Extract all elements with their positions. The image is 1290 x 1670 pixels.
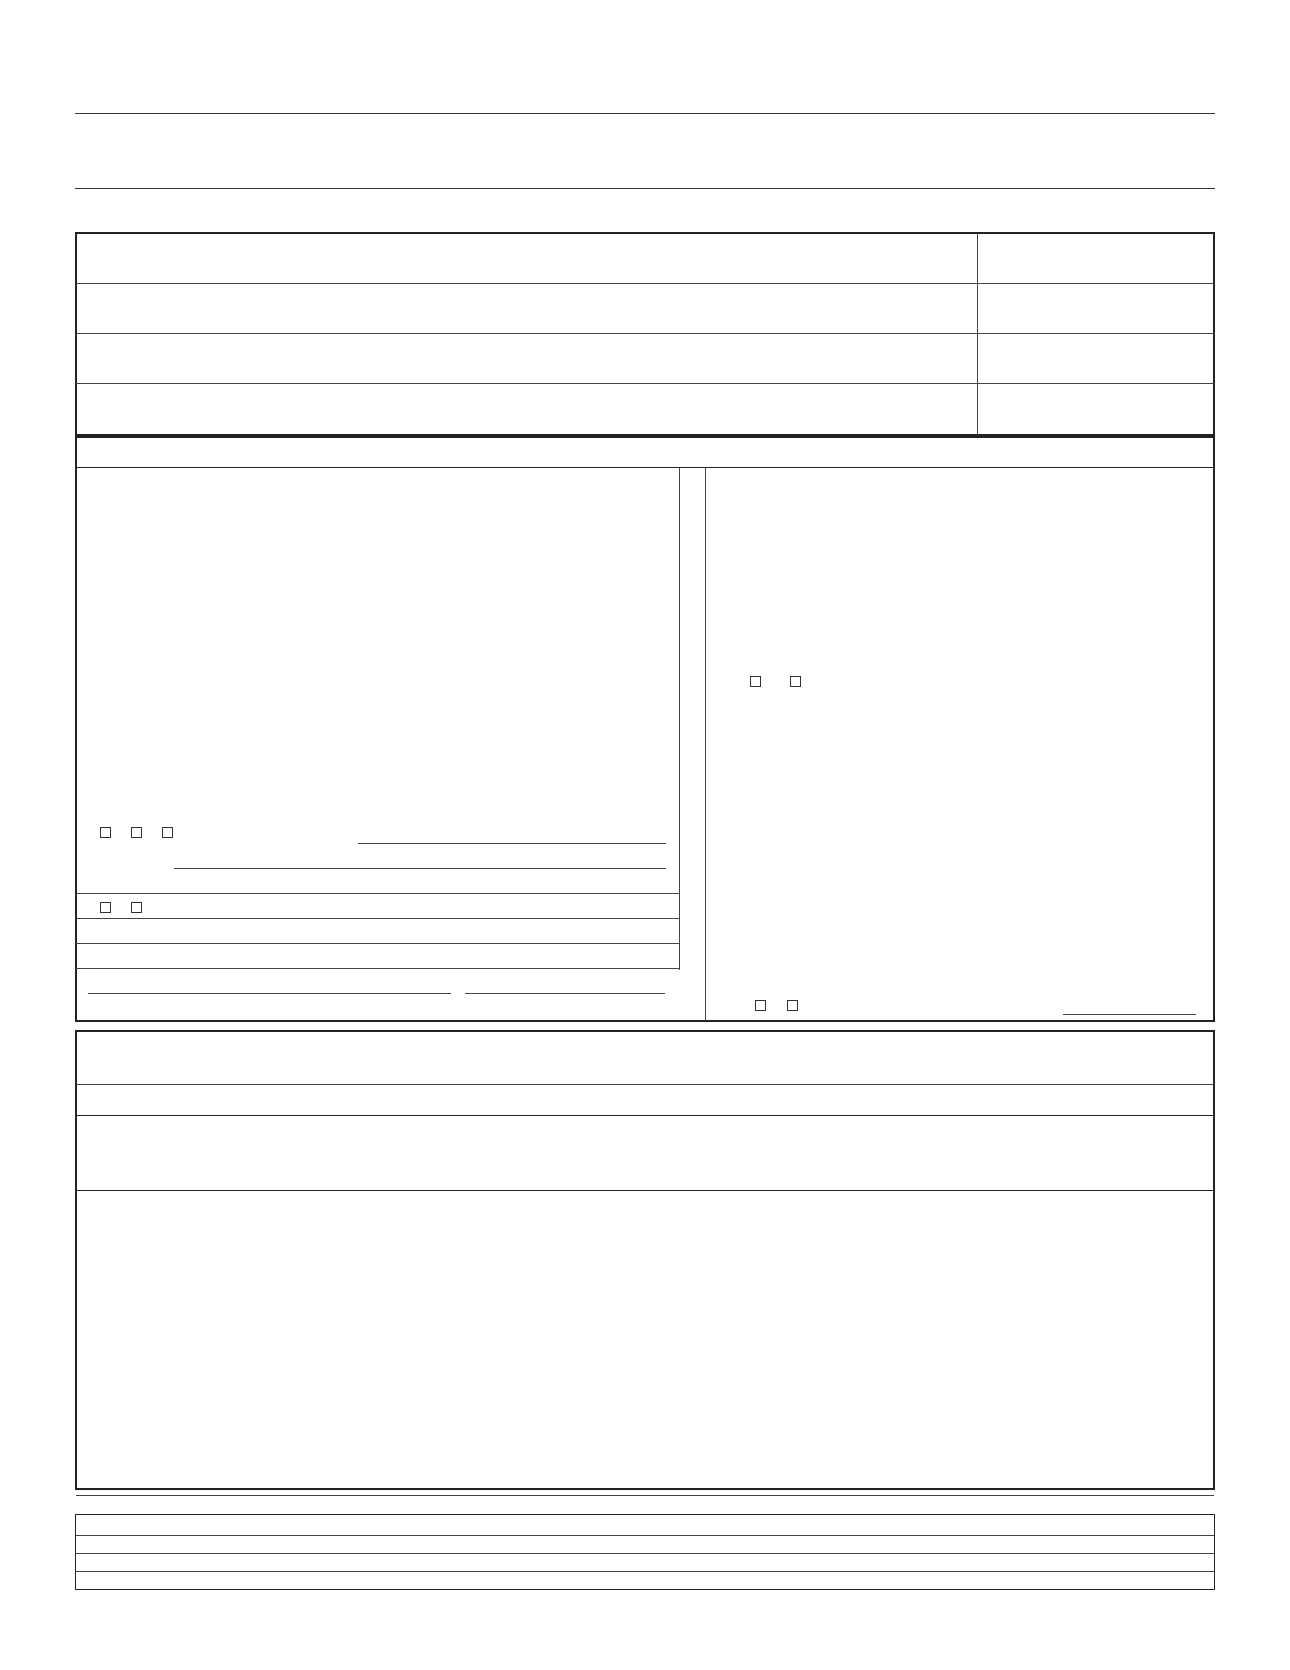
medication-row [100,899,184,917]
divider [679,468,680,970]
reviewed-row [755,997,824,1015]
parent-name-field[interactable] [80,350,970,380]
initials-line[interactable] [1063,1014,1196,1015]
divider [76,1115,1214,1116]
divider [76,1571,1214,1572]
divider [76,893,679,894]
divider [76,918,679,919]
address-field[interactable] [80,300,970,330]
diagnosis-question [720,673,801,691]
home-phone-field[interactable] [983,350,1208,380]
divider [76,383,1214,384]
divider [75,113,1215,114]
other-row [100,824,185,842]
divider [76,1084,1214,1085]
divider [76,467,1214,468]
parent-address-field[interactable] [80,400,970,432]
other-underline[interactable] [358,843,666,844]
divider [75,188,1215,189]
medication-no-checkbox[interactable] [131,902,142,913]
reviewed-yes-checkbox[interactable] [755,1000,766,1011]
today-date-field[interactable] [983,300,1208,330]
diagnosis-yes-checkbox[interactable] [750,676,761,687]
other-no-checkbox[interactable] [131,827,142,838]
work-phone-field[interactable] [983,400,1208,432]
divider [76,1495,1214,1496]
diagnosis-no-checkbox[interactable] [790,676,801,687]
section1-box [75,436,1215,1022]
signature-date-line[interactable] [465,993,665,994]
divider [705,468,706,1021]
child-name-field[interactable] [80,250,970,280]
other-resolved-checkbox[interactable] [162,827,173,838]
divider [76,333,1214,334]
divider [76,283,1214,284]
other-yes-checkbox[interactable] [100,827,111,838]
divider [76,943,679,944]
divider [76,1535,1214,1536]
other-underline[interactable] [174,868,666,869]
divider [76,968,679,969]
divider [76,1190,1214,1191]
signature-line[interactable] [88,993,451,994]
section2-box [75,1030,1215,1490]
dob-field[interactable] [983,250,1208,280]
findings-field[interactable] [80,1537,1210,1571]
reviewed-no-checkbox[interactable] [787,1000,798,1011]
divider [977,233,978,435]
medication-yes-checkbox[interactable] [100,902,111,913]
